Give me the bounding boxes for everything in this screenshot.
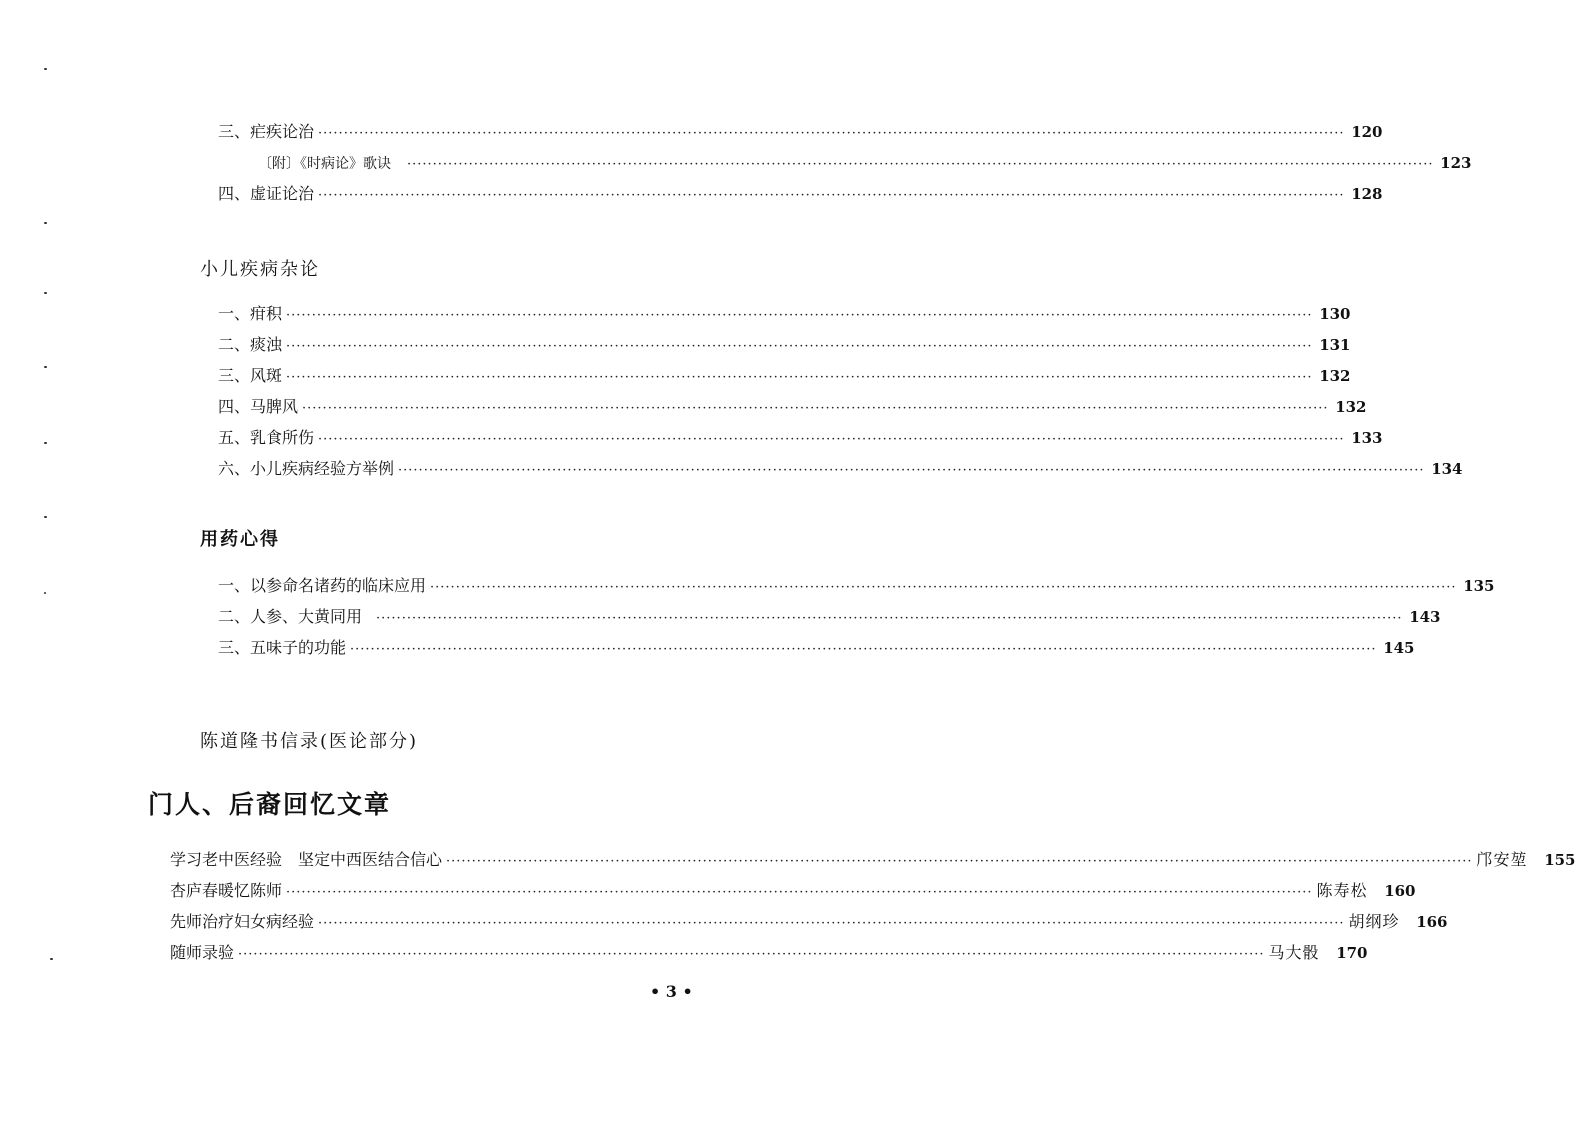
entry-title: 疟疾论治 — [250, 122, 315, 141]
entry-number: 三、 — [218, 638, 251, 657]
dot-leader: ········································································································································································································ — [302, 401, 1329, 416]
dot-leader: ········································································································································································································ — [318, 432, 1345, 447]
entry-title: 人参、大黄同用 — [250, 607, 363, 626]
section-heading: 小儿疾病杂论 — [200, 259, 320, 280]
toc-entry — [218, 397, 1367, 419]
section-heading: 用药心得 — [200, 529, 280, 550]
entry-page: 123 — [1440, 154, 1472, 172]
entry-author: 邝安堃 — [1476, 850, 1528, 869]
dot-leader: ········································································································································································································ — [318, 126, 1345, 141]
dot-leader: ········································································································································································································ — [318, 916, 1345, 931]
entry-title: 疳积 — [250, 304, 283, 323]
entry-number: 三、 — [218, 122, 251, 141]
entry-author: 马大骰 — [1268, 943, 1320, 962]
toc-entry — [170, 943, 1368, 965]
entry-title: 随师录验 — [170, 943, 235, 962]
dot-leader: ········································································································································································································ — [446, 854, 1473, 869]
entry-title: 五味子的功能 — [250, 638, 347, 657]
entry-number: 六、 — [218, 459, 251, 478]
entry-author: 胡纲珍 — [1348, 912, 1400, 931]
entry-page: 132 — [1319, 367, 1351, 385]
entry-title: 风斑 — [250, 366, 283, 385]
entry-page: 134 — [1431, 460, 1463, 478]
toc-entry — [218, 459, 1463, 481]
toc-entry — [170, 912, 1448, 934]
entry-page: 133 — [1351, 429, 1383, 447]
entry-number: 一、 — [218, 304, 251, 323]
dot-leader: ········································································································································································································ — [407, 157, 1434, 172]
entry-number: 一、 — [218, 576, 251, 595]
toc-entry — [170, 850, 1576, 872]
entry-title: 痰浊 — [250, 335, 283, 354]
dot-leader: ········································································································································································································ — [398, 463, 1425, 478]
entry-number: 二、 — [218, 607, 251, 626]
entry-number: 二、 — [218, 335, 251, 354]
dot-leader: ········································································································································································································ — [286, 885, 1313, 900]
entry-title: 虚证论治 — [250, 184, 315, 203]
entry-title: 马脾风 — [250, 397, 299, 416]
toc-entry — [218, 607, 1441, 629]
entry-page: 120 — [1351, 123, 1383, 141]
toc-entry — [258, 153, 1472, 175]
entry-number: 三、 — [218, 366, 251, 385]
entry-page: 131 — [1319, 336, 1351, 354]
entry-page: 170 — [1336, 944, 1368, 962]
entry-page: 155 — [1544, 851, 1576, 869]
entry-title: 学习老中医经验 坚定中西医结合信心 — [170, 850, 443, 869]
entry-page: 128 — [1351, 185, 1383, 203]
entry-title: 先师治疗妇女病经验 — [170, 912, 315, 931]
section-heading: 陈道隆书信录(医论部分) — [200, 731, 419, 752]
dot-leader: ········································································································································································································ — [430, 580, 1457, 595]
entry-title: 〔附〕《时病论》歌诀 — [258, 156, 391, 172]
entry-title: 小儿疾病经验方举例 — [250, 459, 395, 478]
entry-page: 135 — [1463, 577, 1495, 595]
toc-entry — [170, 881, 1416, 903]
entry-author: 陈寿松 — [1316, 881, 1368, 900]
entry-number: 四、 — [218, 397, 251, 416]
dot-leader: ········································································································································································································ — [286, 339, 1313, 354]
entry-page: 132 — [1335, 398, 1367, 416]
entry-number: 五、 — [218, 428, 251, 447]
dot-leader: ········································································································································································································ — [350, 642, 1377, 657]
toc-entry — [218, 428, 1383, 450]
entry-page: 160 — [1384, 882, 1416, 900]
entry-page: 130 — [1319, 305, 1351, 323]
page-number: • 3 • — [650, 982, 693, 1001]
entry-title: 乳食所伤 — [250, 428, 315, 447]
entry-title: 杏庐春暖忆陈师 — [170, 881, 283, 900]
dot-leader: ········································································································································································································ — [238, 947, 1265, 962]
entry-number: 四、 — [218, 184, 251, 203]
toc-entry — [218, 304, 1351, 326]
toc-entry — [218, 122, 1383, 144]
dot-leader: ········································································································································································································ — [318, 188, 1345, 203]
toc-entry — [218, 184, 1383, 206]
part-heading: 门人、后裔回忆文章 — [148, 790, 392, 819]
toc-entry — [218, 576, 1495, 598]
toc-entry — [218, 638, 1415, 660]
toc-entry — [218, 366, 1351, 388]
entry-title: 以参命名诸药的临床应用 — [250, 576, 427, 595]
toc-entry — [218, 335, 1351, 357]
dot-leader: ········································································································································································································ — [376, 611, 1403, 626]
entry-page: 145 — [1383, 639, 1415, 657]
entry-page: 166 — [1416, 913, 1448, 931]
dot-leader: ········································································································································································································ — [286, 370, 1313, 385]
entry-page: 143 — [1409, 608, 1441, 626]
dot-leader: ········································································································································································································ — [286, 308, 1313, 323]
